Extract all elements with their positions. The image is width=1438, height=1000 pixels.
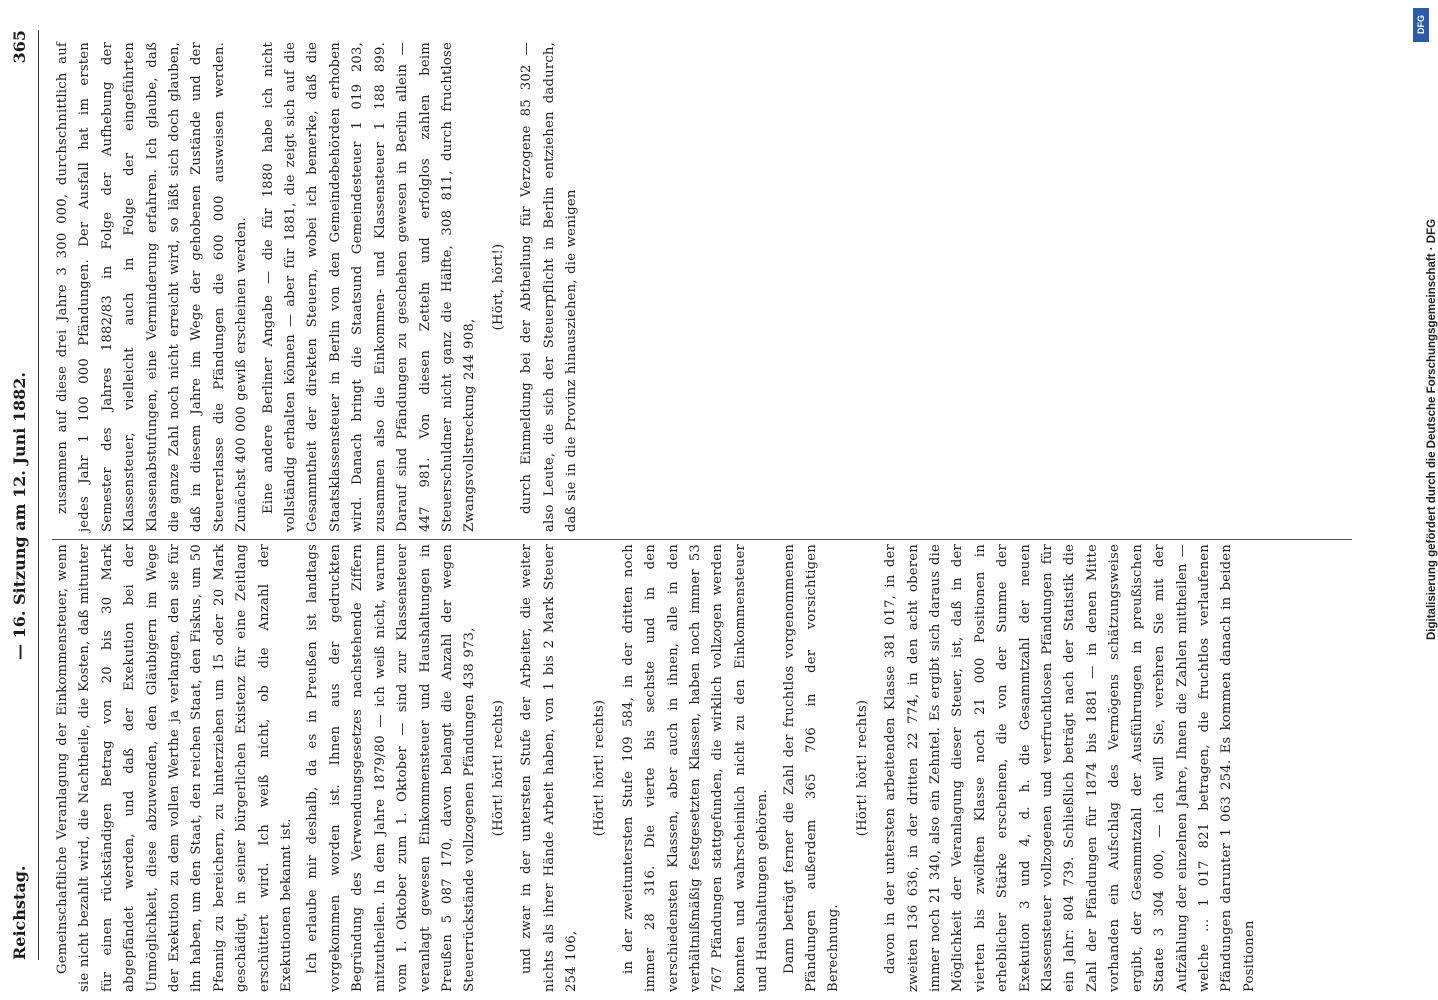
- paragraph: Ich erlaube mir deshalb, da es in Preußen ist landtags vorgekommen worden ist. Ihnen aus der gedruckten Begründung des Verwendungsgesetzes nachstehende Ziffern mitzutheilen. In dem Jahre 1879/80 — ich weiß nicht, warum vom 1. Oktober zum 1. Oktober — sind zur Klassensteuer veranlagt gewesen Einkommensteuer und Haushaltungen in Preußen 5 087 170, davon belangt die Anzahl der wegen Steuerrückstände vollzogenen Pfändungen 438 973,: [305, 544, 478, 992]
- interjection: (Hört, hört!): [490, 243, 506, 331]
- dfg-logo-icon: DFG: [1413, 8, 1429, 42]
- paragraph: Gemeinschaftliche Veranlagung der Einkommensteuer, wenn sie nicht bezahlt wird, die Nachtheile, die Kosten, daß mitunter für einen rückständigen Betrag von 20 bis 30 Mark abgepfändet werden, und daß der Exekution bei der Unmöglichkeit, diese abzuwenden, den Gläubigern im Wege der Exekution zu dem vollen Werthe ja verlangen, den sie für ihn haben, um den Staat, den reichen Staat, den Fiskus, um 50 Pfennig zu bereichern, zu hinterziehen um 15 oder 20 Mark geschädigt, in seiner bürgerlichen Existenz für eine Zeitlang erschüttert wird. Ich weiß nicht, ob die Anzahl der Exekutionen bekannt ist.: [55, 544, 295, 992]
- interjection: (Hört! hört! rechts): [854, 699, 870, 837]
- right-column: [52, 42, 1382, 532]
- paragraph: davon in der untersten arbeitenden Klasse 381 017, in der zweiten 136 636, in der dritten 22 774, in den acht oberen immer noch 21 340, also ein Zehntel. Es ergibt sich daraus die Möglichkeit der Veranlagung dieser Steuer, ist, daß in der vierten bis zwölften Klasse noch 21 000 Positionen in erheblicher Stärke erscheinen, die von der Summe der Exekution 3 und 4, d. h. die Gesammtzahl der neuen Klassensteuer vollzogenen und verfruchtlosen Pfändungen für ein Jahr: 804 739. Schließlich beträgt nach der Statistik die Zahl der Pfändungen für 1874 bis 1881 — in denen Mitte vorhanden ein Aufschlag des Vermögens schätzungsweise ergibt, der Gesammtzahl der Ausführungen in preußischen Staate 3 304 000, — ich will Sie, verehren Sie mit der Aufzählung der einzelnen Jahre, Ihnen die Zahlen mittheilen — welche ... 1 017 821 betragen, die fruchtlos verlaufenen Pfändungen darunter 1 063 254. Es kommen danach in beiden Positionen: [883, 544, 1257, 992]
- interjection: (Hört! hört! rechts): [490, 699, 506, 837]
- header-left: Reichstag.: [10, 865, 29, 960]
- paragraph: Eine andere Berliner Angabe — die für 1880 habe ich nicht vollständig erhalten können — aber für 1881, die zeigt sich auf die Gesammtheit der direkten Steuern, wobei ich bemerke, daß die Staatsklassensteuer in Berlin von den Gemeindebehörden erhoben wird. Danach bringt die Staatsund Gemeindesteuer 1 019 203, zusammen also die Einkommen- und Klassensteuer 1 188 899. Darauf sind Pfändungen zu geschehen gewesen in Berlin allein — 447 981. Von diesen Zetteln und erfolglos zahlen beim Steuerschuldner nicht ganz die Hälfte, 308 811, durch fruchtlose Zwangsvollstreckung 244 908,: [260, 42, 478, 532]
- page-header: [0, 30, 39, 960]
- paragraph: Dann beträgt ferner die Zahl der fruchtlos vorgenommenen Pfändungen außerdem 365 706 in der vorsichtigen Berechnung.: [781, 544, 842, 992]
- column-divider: [52, 539, 1352, 540]
- page-number: 365: [10, 30, 29, 64]
- paragraph: durch Einmeldung bei der Abtheilung für Verzogene 85 302 — also Leute, die sich der Steuerpflicht in Berlin entziehen dadurch, daß sie in die Provinz hinausziehen, die wenigen: [519, 42, 579, 532]
- paragraph: und zwar in der untersten Stufe der Arbeiter, die weiter nichts als ihrer Hände Arbeit haben, von 1 bis 2 Mark Steuer 254 106,: [519, 544, 579, 992]
- paragraph: zusammen auf diese drei Jahre 3 300 000, durchschnittlich auf jedes Jahr 1 100 000 Pfändungen. Der Ausfall hat im ersten Semester des Jahres 1882/83 in Folge der Aufhebung der Klassensteuer, vielleicht auch in Folge der eingeführten Klassenabstufungen, eine Verminderung erfahren. Ich glaube, daß die ganze Zahl noch nicht erreicht wird, so läßt sich doch glauben, daß in diesem Jahre im Wege der gehobenen Zustände und der Steuererlasse die Pfändungen die 600 000 ausweisen werden. Zunächst 400 000 gewiß erscheinen werden.: [55, 42, 250, 532]
- interjection: (Hört! hört! rechts): [592, 699, 608, 837]
- left-column: [52, 544, 1382, 992]
- dfg-funding-note: Digitalisierung gefördert durch die Deutsche Forschungsgemeinschaft · DFG: [1426, 218, 1438, 640]
- paragraph: in der zweituntersten Stufe 109 584, in der dritten noch immer 28 316. Die vierte bis sechste und in den verschiedensten Klassen, aber auch in ihnen, alle in den verhältnißmäßig festgesetzten Klassen, haben noch immer 53 767 Pfändungen stattgefunden, die wirklich vollzogen werden konnten und wahrscheinlich nicht zu den Einkommensteuer und Haushaltungen gehören.: [620, 544, 771, 992]
- header-session: — 16. Sitzung am 12. Juni 1882.: [10, 372, 29, 660]
